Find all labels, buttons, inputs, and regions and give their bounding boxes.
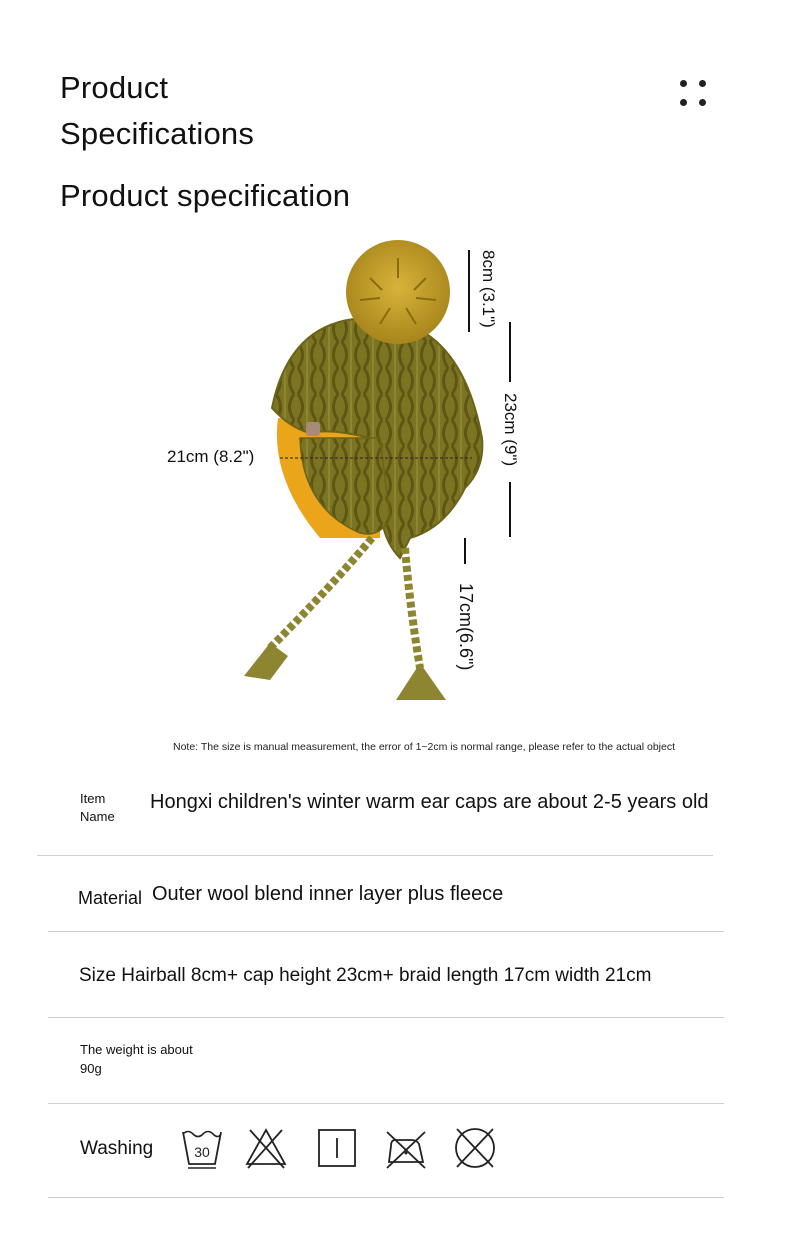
section-subtitle: Product specification — [60, 178, 351, 213]
item-name-label-1: Item — [80, 791, 106, 806]
height-measure-line-top — [509, 322, 511, 382]
height-dimension: 23cm (9") — [501, 393, 520, 467]
height-measure-line-bottom — [509, 482, 511, 537]
item-name-label-2: Name — [80, 809, 115, 824]
material-value: Outer wool blend inner layer plus fleece — [152, 883, 504, 905]
pompom-dimension: 8cm (3.1") — [479, 250, 498, 328]
wash-temp-text: 30 — [194, 1144, 210, 1160]
page-title-line1: Product — [60, 70, 169, 105]
wash-30-icon — [180, 1126, 224, 1170]
label-patch — [306, 422, 320, 436]
pompom — [346, 240, 450, 344]
size-spec: Size Hairball 8cm+ cap height 23cm+ braid length 17cm width 21cm — [79, 965, 652, 986]
divider — [37, 855, 713, 856]
braid-dimension: 17cm(6.6") — [456, 583, 476, 671]
more-dots-icon[interactable] — [680, 80, 708, 108]
tassel-right — [396, 663, 446, 700]
width-dimension: 21cm (8.2") — [167, 447, 255, 466]
material-label: Material — [78, 888, 143, 908]
divider — [48, 931, 724, 932]
braid-left — [270, 538, 372, 648]
size-note: Note: The size is manual measurement, the error of 1~2cm is normal range, please refer to the actual object — [173, 741, 676, 753]
page-title-line2: Specifications — [60, 116, 255, 151]
divider — [48, 1103, 724, 1104]
do-not-iron-icon — [383, 1126, 429, 1170]
divider — [48, 1197, 724, 1198]
tassel-left — [244, 643, 288, 680]
weight-value: 90g — [80, 1061, 102, 1076]
weight-label: The weight is about — [80, 1042, 193, 1057]
braid-right — [405, 548, 420, 668]
drip-dry-icon — [316, 1126, 360, 1170]
divider — [48, 1017, 724, 1018]
washing-label: Washing — [80, 1138, 154, 1159]
braid-measure-line — [464, 538, 466, 564]
item-name-value: Hongxi children's winter warm ear caps are about 2-5 years old — [150, 791, 709, 813]
pompom-measure-line — [468, 250, 470, 332]
do-not-bleach-icon — [244, 1126, 288, 1170]
do-not-dry-clean-icon — [452, 1126, 498, 1170]
